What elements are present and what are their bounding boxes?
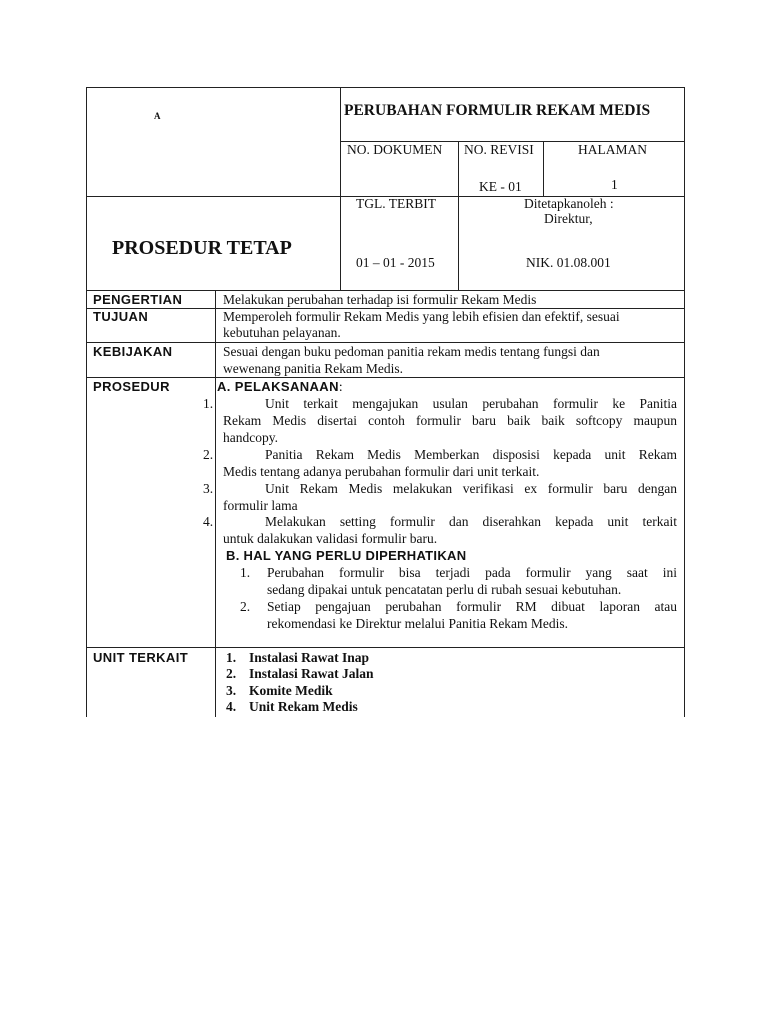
kebijakan-text-line1: Sesuai dengan buku pedoman panitia rekam medis tentang fungsi dan — [223, 344, 600, 359]
document-title: PERUBAHAN FORMULIR REKAM MEDIS — [344, 102, 651, 119]
heading-pelaksanaan — [217, 379, 343, 395]
unit-item-2 — [226, 666, 374, 682]
ditetapkan-label: Ditetapkanoleh : — [524, 196, 614, 211]
tgl-terbit-value: 01 – 01 - 2015 — [356, 255, 435, 270]
a-item-2-line2: Medis tentang adanya perubahan formulir dari unit terkait. — [223, 464, 540, 479]
tujuan-text-line2: kebutuhan pelayanan. — [223, 325, 341, 340]
kebijakan-label: KEBIJAKAN — [93, 344, 173, 359]
logo-letter: A — [154, 111, 161, 121]
row-tujuan-bottom — [86, 342, 684, 343]
row-prosedur-bottom — [86, 647, 684, 648]
unit-item-1 — [226, 650, 370, 666]
revisi-value: KE - 01 — [479, 179, 522, 194]
b-item-1-line2: sedang dipakai untuk pencatatan perlu di rubah sesuai kebutuhan. — [267, 582, 622, 597]
header-bottom-line — [86, 290, 684, 291]
a-item-3-line1: Unit Rekam Medis melakukan verifikasi ex formulir baru dengan — [265, 481, 677, 496]
a-item-2-num: 2. — [203, 447, 214, 462]
b-item-2-line1: Setiap pengajuan perubahan formulir RM dibuat laporan atau — [267, 599, 677, 614]
a-item-1-line3: handcopy. — [223, 430, 278, 445]
table-border-right — [684, 87, 685, 717]
revisi-col-divider — [543, 141, 544, 196]
a-item-3-num: 3. — [203, 481, 214, 496]
unit-item-2-num: 2. — [226, 666, 237, 681]
unit-item-4-text: Unit Rekam Medis — [249, 699, 358, 714]
tujuan-label: TUJUAN — [93, 309, 149, 324]
a-item-1-num: 1. — [203, 396, 214, 411]
dokumen-col-divider — [458, 141, 459, 291]
b-item-1-line1: Perubahan formulir bisa terjadi pada formulir yang saat ini — [267, 565, 677, 580]
prosedur-tetap-title: PROSEDUR TETAP — [112, 237, 292, 259]
halaman-value: 1 — [611, 177, 618, 192]
unit-item-2-text: Instalasi Rawat Jalan — [249, 666, 374, 681]
unit-item-3-num: 3. — [226, 683, 237, 698]
heading-pelaksanaan-colon: : — [338, 379, 343, 394]
direktur-label: Direktur, — [544, 211, 593, 226]
nik-value: NIK. 01.08.001 — [526, 255, 611, 270]
unit-terkait-label: UNIT TERKAIT — [93, 650, 189, 665]
heading-hal-perlu-diperhatikan: B. HAL YANG PERLU DIPERHATIKAN — [226, 548, 467, 563]
b-item-2-num: 2. — [240, 599, 251, 614]
row-kebijakan-bottom — [86, 377, 684, 378]
unit-item-3-text: Komite Medik — [249, 683, 333, 698]
a-item-1-line2: Rekam Medis disertai contoh formulir baru baik baik softcopy maupun — [223, 413, 677, 428]
table-border-left — [86, 87, 87, 717]
unit-item-4 — [226, 699, 358, 715]
b-item-1-num: 1. — [240, 565, 251, 580]
label-col-divider — [215, 290, 216, 717]
halaman-label: HALAMAN — [578, 142, 647, 157]
a-item-4-num: 4. — [203, 514, 214, 529]
prosedur-label: PROSEDUR — [93, 379, 170, 394]
table-border-top — [86, 87, 684, 88]
pengertian-label: PENGERTIAN — [93, 292, 183, 307]
unit-item-1-text: Instalasi Rawat Inap — [249, 650, 370, 665]
a-item-4-line1: Melakukan setting formulir dan diserahkan kepada unit terkait — [265, 514, 677, 529]
a-item-2-line1: Panitia Rekam Medis Memberkan disposisi kepada unit Rekam — [265, 447, 677, 462]
logo-area — [154, 108, 161, 124]
header-col-divider — [340, 87, 341, 291]
heading-pelaksanaan-text: A. PELAKSANAAN — [217, 379, 339, 394]
unit-item-1-num: 1. — [226, 650, 237, 665]
pengertian-text: Melakukan perubahan terhadap isi formulir Rekam Medis — [223, 292, 537, 307]
a-item-3-line2: formulir lama — [223, 498, 298, 513]
kebijakan-text-line2: wewenang panitia Rekam Medis. — [223, 361, 403, 376]
a-item-4-line2: untuk dalakukan validasi formulir baru. — [223, 531, 438, 546]
tgl-terbit-label: TGL. TERBIT — [356, 196, 436, 211]
tujuan-text-line1: Memperoleh formulir Rekam Medis yang lebih efisien dan efektif, sesuai — [223, 309, 620, 324]
no-dokumen-label: NO. DOKUMEN — [347, 142, 443, 157]
no-revisi-label: NO. REVISI — [464, 142, 534, 157]
unit-item-3 — [226, 683, 333, 699]
b-item-2-line2: rekomendasi ke Direktur melalui Panitia Rekam Medis. — [267, 616, 569, 631]
a-item-1-line1: Unit terkait mengajukan usulan perubahan formulir ke Panitia — [265, 396, 677, 411]
unit-item-4-num: 4. — [226, 699, 237, 714]
